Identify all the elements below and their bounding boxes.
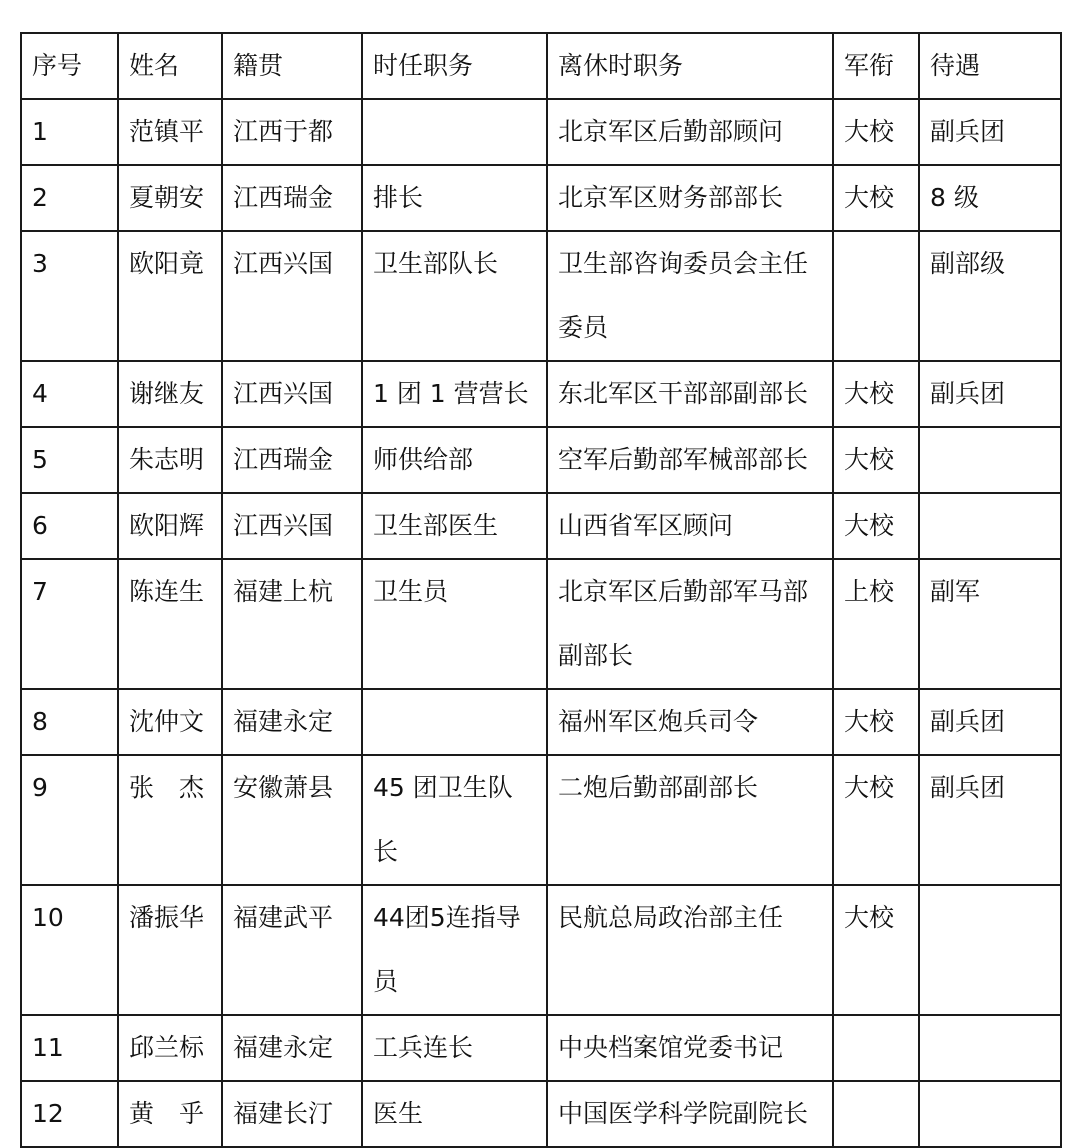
cell-origin: 安徽萧县 (222, 755, 362, 885)
cell-name: 欧阳竟 (118, 231, 222, 361)
cell-past-post: 医生 (362, 1081, 547, 1147)
cell-treatment: 副兵团 (919, 361, 1061, 427)
cell-past-post: 卫生员 (362, 559, 547, 689)
cell-no: 9 (21, 755, 118, 885)
table-row (21, 1081, 1061, 1147)
cell-retire-post: 北京军区后勤部军马部副部长 (547, 559, 833, 689)
cell-origin: 福建上杭 (222, 559, 362, 689)
cell-past-post: 44团5连指导员 (362, 885, 547, 1015)
cell-origin: 江西兴国 (222, 231, 362, 361)
header-cell-origin: 籍贯 (222, 33, 362, 99)
cell-treatment (919, 1081, 1061, 1147)
header-cell-no: 序号 (21, 33, 118, 99)
table-row (21, 231, 1061, 361)
cell-retire-post: 北京军区财务部部长 (547, 165, 833, 231)
cell-retire-post: 山西省军区顾问 (547, 493, 833, 559)
header-cell-past-post: 时任职务 (362, 33, 547, 99)
cell-past-post (362, 99, 547, 165)
cell-name: 朱志明 (118, 427, 222, 493)
cell-no: 10 (21, 885, 118, 1015)
cell-rank: 上校 (833, 559, 919, 689)
cell-origin: 江西瑞金 (222, 427, 362, 493)
cell-origin: 福建长汀 (222, 1081, 362, 1147)
cell-name: 潘振华 (118, 885, 222, 1015)
cell-rank: 大校 (833, 99, 919, 165)
cell-rank (833, 231, 919, 361)
header-cell-treatment: 待遇 (919, 33, 1061, 99)
cell-treatment: 副军 (919, 559, 1061, 689)
cell-treatment (919, 493, 1061, 559)
cell-name: 张 杰 (118, 755, 222, 885)
cell-treatment (919, 427, 1061, 493)
table-row (21, 1015, 1061, 1081)
cell-no: 1 (21, 99, 118, 165)
cell-past-post: 卫生部医生 (362, 493, 547, 559)
cell-no: 6 (21, 493, 118, 559)
cell-name: 邱兰标 (118, 1015, 222, 1081)
cell-rank (833, 1081, 919, 1147)
cell-origin: 江西瑞金 (222, 165, 362, 231)
cell-retire-post: 空军后勤部军械部部长 (547, 427, 833, 493)
cell-rank: 大校 (833, 165, 919, 231)
cell-treatment (919, 885, 1061, 1015)
cell-treatment: 副兵团 (919, 99, 1061, 165)
table-row (21, 885, 1061, 1015)
cell-retire-post: 民航总局政治部主任 (547, 885, 833, 1015)
cell-no: 2 (21, 165, 118, 231)
cell-past-post: 卫生部队长 (362, 231, 547, 361)
cell-rank: 大校 (833, 755, 919, 885)
cell-treatment: 副兵团 (919, 755, 1061, 885)
cell-retire-post: 二炮后勤部副部长 (547, 755, 833, 885)
table-row (21, 755, 1061, 885)
cell-no: 4 (21, 361, 118, 427)
table-row (21, 689, 1061, 755)
cell-name: 谢继友 (118, 361, 222, 427)
cell-retire-post: 东北军区干部部副部长 (547, 361, 833, 427)
cell-no: 5 (21, 427, 118, 493)
table-row (21, 99, 1061, 165)
cell-origin: 江西兴国 (222, 493, 362, 559)
cell-no: 3 (21, 231, 118, 361)
cell-origin: 江西兴国 (222, 361, 362, 427)
cell-treatment: 8 级 (919, 165, 1061, 231)
cell-name: 夏朝安 (118, 165, 222, 231)
cell-no: 12 (21, 1081, 118, 1147)
cell-rank: 大校 (833, 689, 919, 755)
cell-no: 11 (21, 1015, 118, 1081)
table-row (21, 493, 1061, 559)
cell-past-post: 工兵连长 (362, 1015, 547, 1081)
cell-treatment: 副兵团 (919, 689, 1061, 755)
cell-retire-post: 卫生部咨询委员会主任委员 (547, 231, 833, 361)
header-cell-retire-post: 离休时职务 (547, 33, 833, 99)
cell-rank: 大校 (833, 885, 919, 1015)
table-row (21, 427, 1061, 493)
cell-origin: 福建永定 (222, 689, 362, 755)
cell-name: 欧阳辉 (118, 493, 222, 559)
cell-rank (833, 1015, 919, 1081)
cell-no: 7 (21, 559, 118, 689)
cell-name: 陈连生 (118, 559, 222, 689)
document-page (20, 32, 1060, 1148)
header-row (21, 33, 1061, 99)
cell-name: 黄 乎 (118, 1081, 222, 1147)
cell-rank: 大校 (833, 361, 919, 427)
cell-origin: 福建永定 (222, 1015, 362, 1081)
cell-treatment (919, 1015, 1061, 1081)
cell-retire-post: 中国医学科学院副院长 (547, 1081, 833, 1147)
table-row (21, 165, 1061, 231)
cell-treatment: 副部级 (919, 231, 1061, 361)
veterans-table (20, 32, 1062, 1148)
header-cell-rank: 军衔 (833, 33, 919, 99)
cell-origin: 江西于都 (222, 99, 362, 165)
cell-past-post: 45 团卫生队长 (362, 755, 547, 885)
cell-past-post (362, 689, 547, 755)
cell-past-post: 1 团 1 营营长 (362, 361, 547, 427)
table-row (21, 361, 1061, 427)
cell-retire-post: 中央档案馆党委书记 (547, 1015, 833, 1081)
cell-retire-post: 福州军区炮兵司令 (547, 689, 833, 755)
cell-name: 范镇平 (118, 99, 222, 165)
cell-rank: 大校 (833, 427, 919, 493)
cell-past-post: 师供给部 (362, 427, 547, 493)
cell-no: 8 (21, 689, 118, 755)
cell-origin: 福建武平 (222, 885, 362, 1015)
header-cell-name: 姓名 (118, 33, 222, 99)
cell-name: 沈仲文 (118, 689, 222, 755)
cell-past-post: 排长 (362, 165, 547, 231)
cell-rank: 大校 (833, 493, 919, 559)
table-row (21, 559, 1061, 689)
cell-retire-post: 北京军区后勤部顾问 (547, 99, 833, 165)
